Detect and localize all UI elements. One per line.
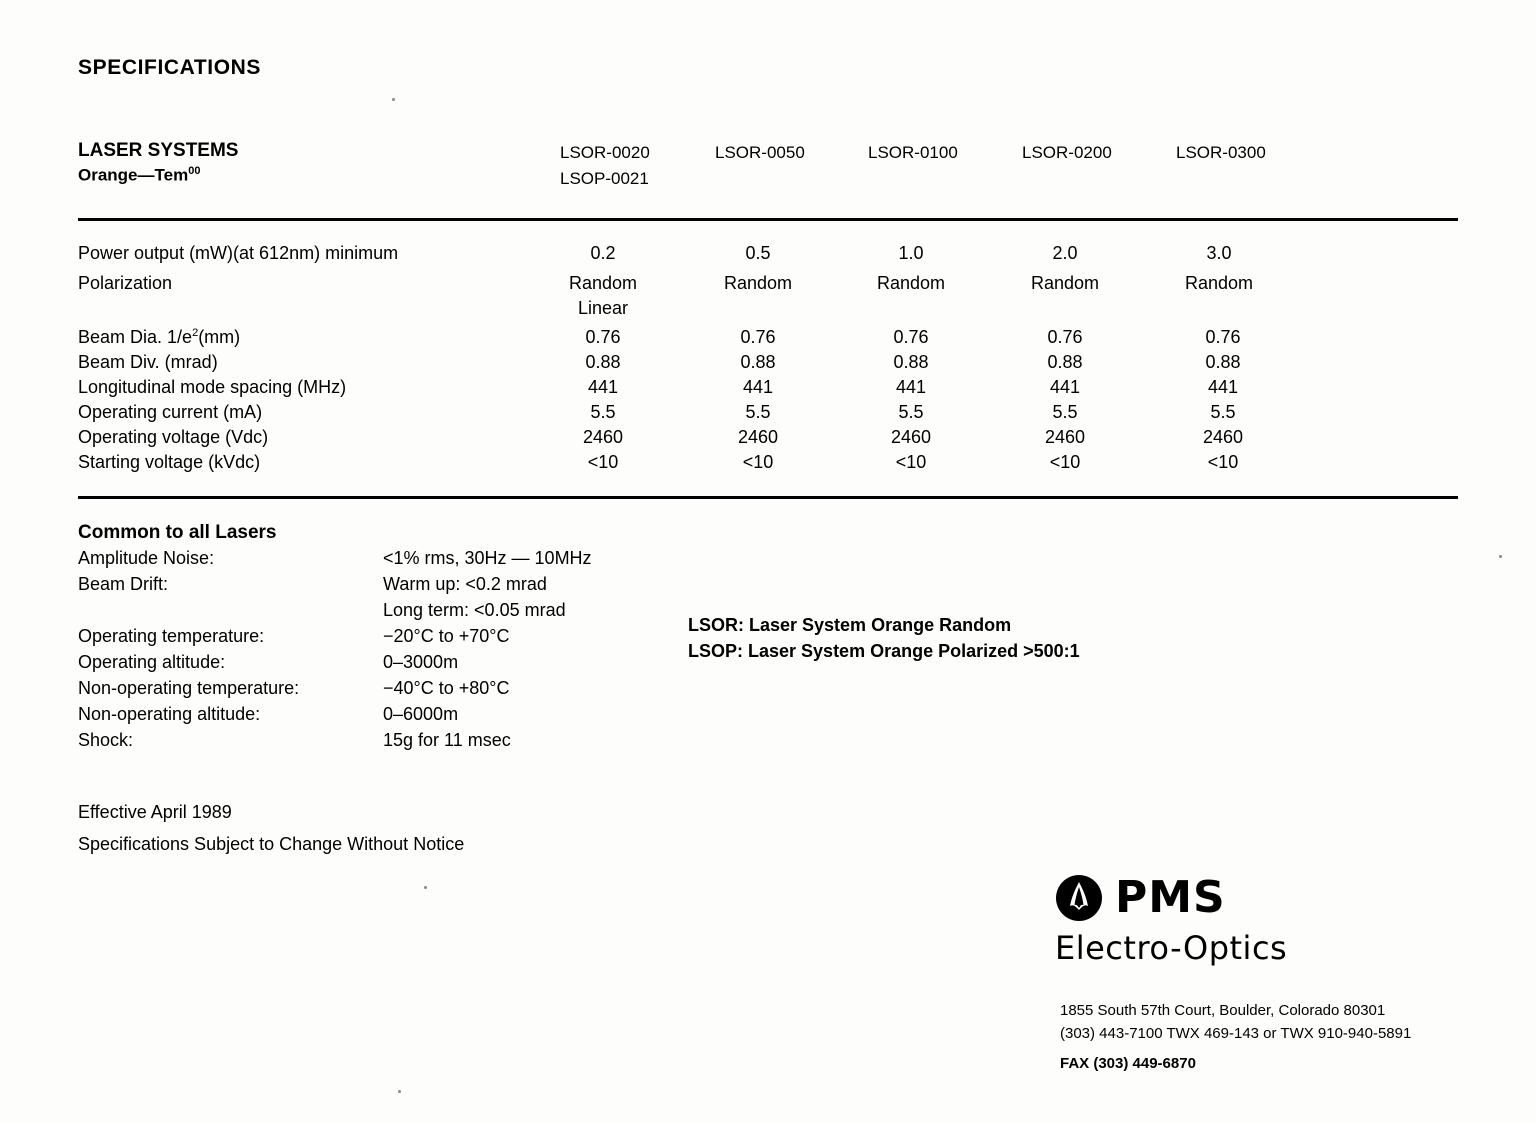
legend-block (688, 612, 1080, 664)
common-row (78, 678, 1458, 704)
row-label: Beam Dia. $1/e^2(mm)$ (78, 327, 241, 347)
table-row (78, 298, 1458, 327)
cell: <10 (1207, 452, 1239, 472)
common-key: Operating altitude: (78, 652, 226, 672)
cell: 0.76 (1047, 327, 1083, 347)
tem-superscript: 00 (188, 164, 201, 177)
common-value: −40°C to +80°C (383, 678, 510, 698)
table-row (78, 243, 1458, 273)
common-value: Warm up: <0.2 mrad (383, 574, 547, 594)
column-header-model: LSOR-0200 (1022, 143, 1112, 162)
scan-speck (424, 886, 427, 889)
table-row (78, 452, 1458, 477)
column-header-model: LSOR-0020 (560, 143, 650, 162)
common-row (78, 730, 1458, 756)
common-row (78, 574, 1458, 600)
cell: 0.76 (1205, 327, 1241, 347)
row-label: Starting voltage (kVdc) (78, 452, 261, 472)
cell: 1.0 (898, 243, 924, 263)
cell: Linear (577, 298, 629, 318)
cell: Random (723, 273, 793, 293)
cell: 5.5 (590, 402, 616, 422)
cell: 441 (1049, 377, 1081, 397)
common-value: Long term: <0.05 mrad (383, 600, 566, 620)
column-header-2 (868, 140, 958, 166)
cell: 441 (895, 377, 927, 397)
cell: 0.88 (585, 352, 621, 372)
table-row (78, 402, 1458, 427)
cell: 0.88 (893, 352, 929, 372)
spec-table-body (78, 243, 1458, 477)
cell: 0.88 (1047, 352, 1083, 372)
column-header-model: LSOR-0100 (868, 143, 958, 162)
pms-flame-icon (1055, 874, 1103, 922)
cell: <10 (895, 452, 927, 472)
common-row (78, 704, 1458, 730)
cell: <10 (742, 452, 774, 472)
logo-tagline: Electro-Optics (1055, 929, 1288, 967)
row-label: Polarization (78, 273, 173, 293)
orange-tem-label: Orange—Tem$^{00}$ (78, 164, 201, 185)
column-header-model: LSOR-0050 (715, 143, 805, 162)
legend-lsop: LSOP: Laser System Orange Polarized >500:1 (688, 641, 1080, 662)
table-rule-bottom (78, 496, 1458, 499)
row-label: Power output (mW)(at 612nm) minimum (78, 243, 399, 263)
page-title: SPECIFICATIONS (78, 56, 262, 79)
common-key: Non-operating temperature: (78, 678, 300, 698)
scan-speck (1499, 555, 1502, 558)
common-value: −20°C to +70°C (383, 626, 510, 646)
cell: 2460 (1202, 427, 1244, 447)
column-header-model: LSOR-0300 (1176, 143, 1266, 162)
common-key: Operating temperature: (78, 626, 265, 646)
row-label: Operating current (mA) (78, 402, 263, 422)
common-key: Beam Drift: (78, 574, 169, 594)
common-key: Non-operating altitude: (78, 704, 261, 724)
common-value: 0–6000m (383, 704, 459, 724)
cell: 2460 (737, 427, 779, 447)
fax-line: FAX (303) 449-6870 (1060, 1055, 1196, 1072)
common-key: Amplitude Noise: (78, 548, 215, 568)
cell: <10 (587, 452, 619, 472)
cell: 0.88 (740, 352, 776, 372)
column-header-1 (715, 140, 805, 166)
cell: 2.0 (1052, 243, 1078, 263)
footnotes (78, 797, 464, 860)
scan-speck (392, 98, 395, 101)
column-header-model-alt: LSOP-0021 (560, 168, 649, 188)
cell: 5.5 (745, 402, 771, 422)
company-logo (1055, 872, 1475, 967)
cell: Random (876, 273, 946, 293)
cell: 5.5 (898, 402, 924, 422)
effective-date: Effective April 1989 (78, 802, 232, 822)
cell: 2460 (582, 427, 624, 447)
cell: 3.0 (1206, 243, 1232, 263)
common-row (78, 548, 1458, 574)
cell: 2460 (1044, 427, 1086, 447)
company-address (1060, 1000, 1411, 1076)
cell: 441 (587, 377, 619, 397)
table-row (78, 327, 1458, 352)
laser-systems-label: LASER SYSTEMS (78, 140, 239, 161)
cell: Random (1030, 273, 1100, 293)
address-line-2: (303) 443-7100 TWX 469-143 or TWX 910-940-5891 (1060, 1024, 1412, 1042)
cell: 441 (1207, 377, 1239, 397)
row-label: Longitudinal mode spacing (MHz) (78, 377, 347, 397)
table-row (78, 273, 1458, 298)
row-label: Operating voltage (Vdc) (78, 427, 269, 447)
cell: 0.88 (1205, 352, 1241, 372)
cell: 0.5 (745, 243, 771, 263)
cell: Random (568, 273, 638, 293)
table-row (78, 352, 1458, 377)
cell: 2460 (890, 427, 932, 447)
scan-speck (398, 1090, 401, 1093)
row-label: Beam Div. (mrad) (78, 352, 218, 372)
cell: 0.76 (740, 327, 776, 347)
common-heading: Common to all Lasers (78, 522, 277, 543)
common-key: Shock: (78, 730, 134, 750)
table-row (78, 427, 1458, 452)
common-value: 15g for 11 msec (383, 730, 511, 750)
cell: 5.5 (1210, 402, 1236, 422)
logo-row (1055, 872, 1475, 923)
table-row (78, 377, 1458, 402)
column-header-3 (1022, 140, 1112, 166)
table-header-label (78, 138, 238, 187)
address-line-1: 1855 South 57th Court, Boulder, Colorado 80301 (1060, 1002, 1386, 1019)
change-notice: Specifications Subject to Change Without Notice (78, 833, 465, 854)
legend-lsor: LSOR: Laser System Orange Random (688, 615, 1012, 635)
cell: <10 (1049, 452, 1081, 472)
cell: 0.76 (585, 327, 621, 347)
column-header-4 (1176, 140, 1266, 166)
common-value: 0–3000m (383, 652, 459, 672)
common-value: <1% rms, 30Hz — 10MHz (383, 548, 592, 568)
cell: 0.2 (590, 243, 616, 263)
cell: 441 (742, 377, 774, 397)
cell: 0.76 (893, 327, 929, 347)
cell: 5.5 (1052, 402, 1078, 422)
common-specs-section (78, 522, 1458, 756)
column-header-0 (560, 140, 650, 191)
table-rule-top (78, 218, 1458, 221)
cell: Random (1184, 273, 1254, 293)
pms-wordmark: PMS (1115, 872, 1226, 923)
